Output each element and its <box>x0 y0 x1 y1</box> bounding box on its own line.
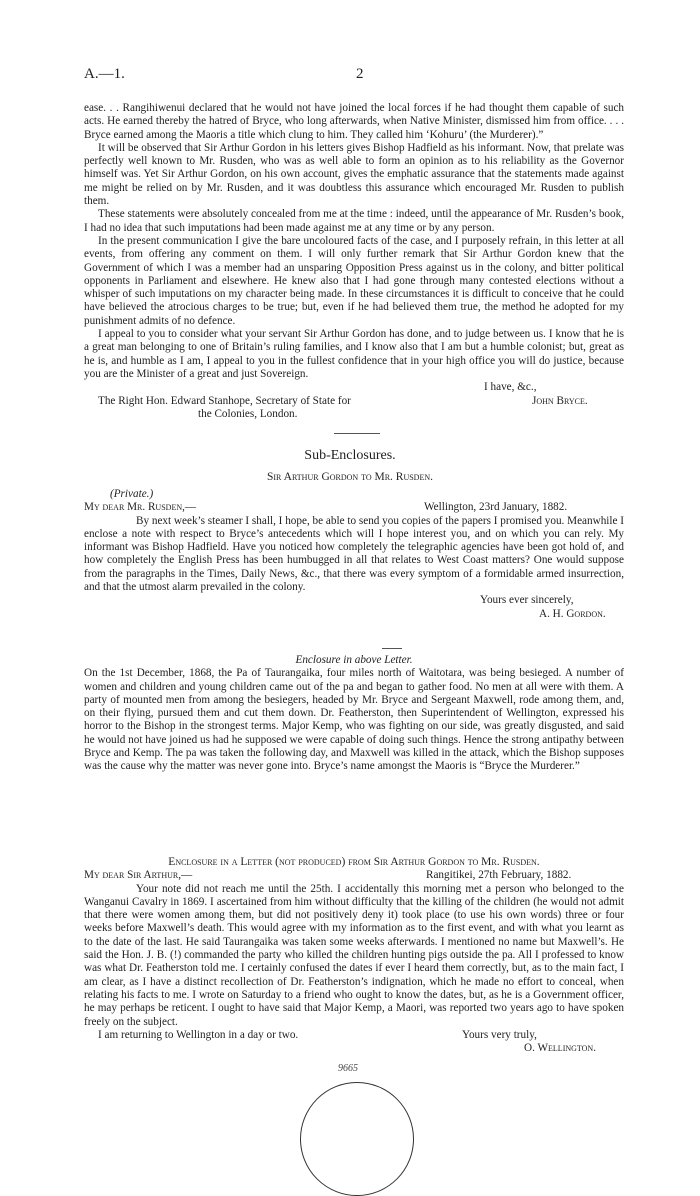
section-subtitle: Sir Arthur Gordon to Mr. Rusden. <box>267 471 433 483</box>
last-line: I am returning to Wellington in a day or two. <box>98 1028 299 1041</box>
closing: Yours ever sincerely, <box>480 594 574 607</box>
salutation-line <box>84 869 624 882</box>
signature-line <box>84 395 624 408</box>
signature-line <box>84 1042 624 1055</box>
paragraph: These statements were absolutely concealed from me at the time : indeed, until the appearance of Mr. Rusden’s book, I had no idea that such imputations had been made against me at any time or by any person. <box>84 208 624 234</box>
letter-body: Your note did not reach me until the 25th. I accidentally this morning met a person who belonged to the Wanganui Cavalry in 1869. I ascertained from him without difficulty that the killing of the children (he would not admit that there were women among them, but did not positively deny it) took place (to use his own words) three or four weeks before Maxwell’s death. This would agree with my information as to the first event, and with what you learnt as to the date of the last. He said Taurangaika was taken some weeks afterwards. I mentioned no name but Maxwell’s. He said the Hon. J. B. (!) commanded the party who killed the children hunting pigs outside the pa. All I professed to know was what Dr. Featherston told me. I certainly confused the dates if ever I heard them correctly, but, as to the main fact, I am clear, as I have a distinct recollection of Dr. Featherston’s indignation, which he made no effort to conceal, when relating his facts to me. I wrote on Saturday to a friend who ought to know the dates, but, as he is a Government officer, he may perhaps be reticent. I ought to have said that Major Kemp, a Maori, was reported two years ago to have spoken freely on the subject. <box>84 882 624 1028</box>
enclosure-heading: Enclosure in a Letter (not produced) from Sir Arthur Gordon to Mr. Rusden. <box>168 856 540 868</box>
private-line <box>84 488 624 501</box>
signature: O. Wellington. <box>524 1042 597 1055</box>
closing-line <box>84 381 624 394</box>
section-title: Sub-Enclosures. <box>304 448 396 463</box>
closing: I have, &c., <box>484 381 537 394</box>
bryce-letter-section <box>84 102 624 421</box>
enclosure-heading: Enclosure in above Letter. <box>295 654 413 666</box>
signature: A. H. Gordon. <box>539 607 606 620</box>
gordon-letter-section <box>84 488 624 621</box>
paragraph: I appeal to you to consider what your servant Sir Arthur Gordon has done, and to judge between us. I know that he is a great man belonging to one of Britain’s ruling families, and I know also that I am but a humble colonist; but, great as he is, and humble as I am, I appeal to you in the fullest confidence that in your high office you will do justice, because you are the Minister of a great and just Sovereign. <box>84 328 624 380</box>
wellington-letter-section <box>84 856 624 1055</box>
divider <box>382 648 402 649</box>
signature-line <box>84 608 624 621</box>
library-stamp <box>300 1082 414 1196</box>
stamp-number: 9665 <box>338 1063 358 1074</box>
place-date: Wellington, 23rd January, 1882. <box>424 501 568 514</box>
addressee: the Colonies, London. <box>198 407 298 420</box>
document-reference: A.—1. <box>84 66 125 82</box>
page-number: 2 <box>356 66 364 82</box>
closing-line <box>84 1029 624 1042</box>
paragraph: In the present communication I give the bare uncoloured facts of the case, and I purposely refrain, in this letter at all events, from offering any comment on them. I will only further remark that Sir Arthur Gordon knew that the Government of which I was a member had an unsparing Opposition Press against us in the colony, and bitter political opponents in Parliament and elsewhere. He knew also that I had gone through many contested elections without a whisper of such imputations on my character being made. In these circumstances it is difficult to conceive that he could have believed the atrocious charges to be true; but, even if he had believed them true, the method he adopted for my punishment admits of no defence. <box>84 234 624 327</box>
paragraph: ease. . . Rangihiwenui declared that he would not have joined the local forces if he had thought them capable of such acts. He earned thereby the hatred of Bryce, who long afterwards, when Native Minister, dismissed him from office. . . . Bryce earned among the Maoris a title which clung to him. They called him ‘Kohuru’ (the Murderer).” <box>84 102 624 141</box>
letter-body: By next week’s steamer I shall, I hope, be able to send you copies of the papers I promised you. Meanwhile I enclose a note with respect to Bryce’s antecedents which will I hope interest you, and on which you can rely. My informant was Bishop Hadfield. Have you noticed how completely the telegraphic agencies have been got hold of, and how completely the English Press has been humbugged in all that relates to West Coast matters? One would suppose from the paragraphs in the Times, Daily News, &c., that there was every symptom of a formidable armed insurrection, and that the utmost alarm prevailed in the colony. <box>84 514 624 594</box>
divider <box>334 433 380 434</box>
private-note: (Private.) <box>110 488 154 500</box>
enclosure-section <box>84 654 624 774</box>
salutation: My dear Sir Arthur,— <box>84 869 193 882</box>
place-date: Rangitikei, 27th February, 1882. <box>426 869 572 882</box>
addressee-line <box>84 408 624 421</box>
closing-line <box>84 594 624 607</box>
addressee: The Right Hon. Edward Stanhope, Secretary of State for <box>98 394 351 407</box>
salutation-line <box>84 501 624 514</box>
paragraph: It will be observed that Sir Arthur Gordon in his letters gives Bishop Hadfield as his informant. Now, that prelate was perfectly well known to Mr. Rusden, who was as well able to form an opinion as to his reliability as the Governor himself was. Yet Sir Arthur Gordon, on his own account, gives the emphatic assurance that the statements made against me might be relied on by Mr. Rusden, and it was doubtless this assurance which encouraged Mr. Rusden to publish them. <box>84 141 624 208</box>
closing: Yours very truly, <box>462 1028 537 1041</box>
enclosure-body: On the 1st December, 1868, the Pa of Taurangaika, four miles north of Waitotara, was being besieged. A number of women and children and young children came out of the pa and began to gather food. No men at all were with them. A party of mounted men from among the besiegers, headed by Mr. Bryce and Sergeant Maxwell, rode among them, and, on their flying, pursued them and cut them down. Dr. Featherston, then Superintendent of Wellington, expressed his horror to the Bishop in the strongest terms. Major Kemp, who was fighting on our side, was greatly disgusted, and said he would not have joined us had he supposed we were capable of doing such things. Hence the strong antipathy between Bryce and Kemp. The pa was taken the following day, and Maxwell was killed in the attack, which the Bishop supposes was the cause why the matter was never gone into. Bryce’s name amongst the Maoris is “Bryce the Murderer.” <box>84 667 624 773</box>
signature: John Bryce. <box>532 394 588 407</box>
salutation: My dear Mr. Rusden,— <box>84 501 197 514</box>
